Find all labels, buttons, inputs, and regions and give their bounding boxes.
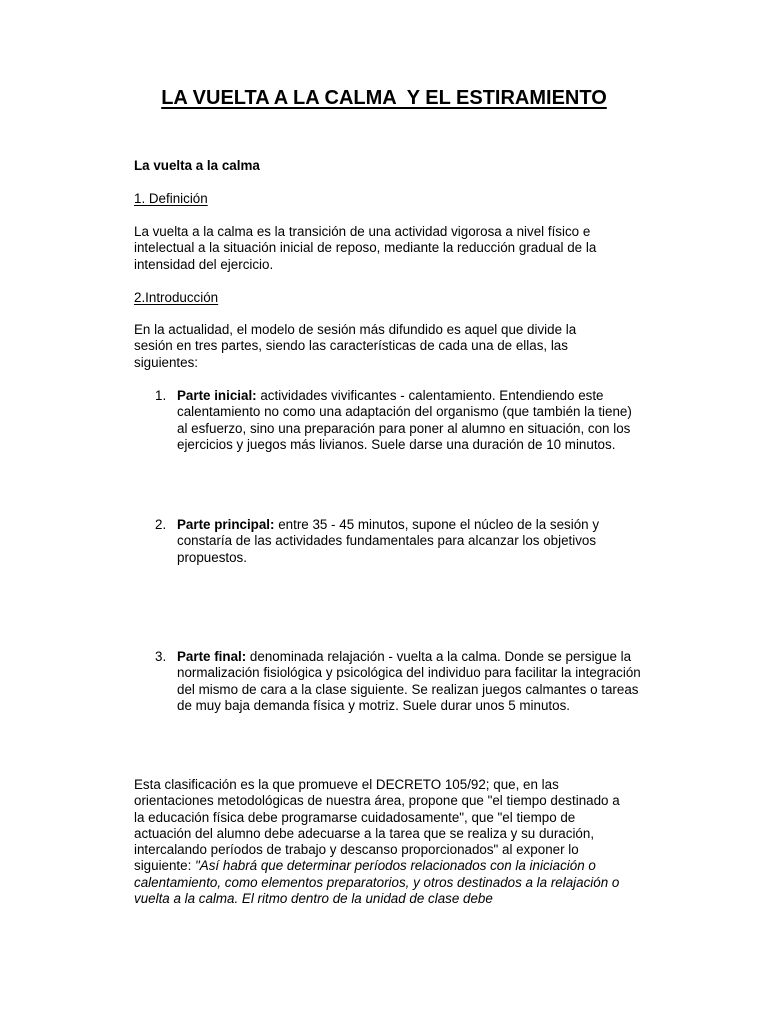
closing-quote: "Así habrá que determinar períodos relacionados con la iniciación o calentamiento, como elementos preparatorios, y otros destinados a la relajación o vuelta a la calma. El ritmo dentro de la unidad de clase debe bbox=[134, 858, 620, 907]
list-item-label: Parte inicial: bbox=[177, 388, 257, 403]
list-item-text: entre 35 - 45 minutos, supone el núcleo de la sesión y constaría de las actividades fundamentales para alcanzar los objetivos propuestos. bbox=[177, 517, 600, 565]
list-item-label: Parte final: bbox=[177, 649, 247, 664]
intro-heading bbox=[134, 290, 644, 306]
list-item-number: 3. bbox=[155, 649, 167, 664]
list-item-text: denominada relajación - vuelta a la calma. Donde se persigue la normalización fisiológica y psicológica del individuo para facilitar la integración del mismo de cara a la clase siguiente. Se realizan juegos calmantes o tareas de muy baja demanda física y motriz. Suele durar unos 5 minutos. bbox=[177, 649, 641, 713]
definition-paragraph: La vuelta a la calma es la transición de una actividad vigorosa a nivel físico e intelectual a la situación inicial de reposo, mediante la reducción gradual de la intensidad del ejercicio. bbox=[134, 224, 597, 272]
list-item-body bbox=[177, 388, 639, 453]
document-title: LA VUELTA A LA CALMA Y EL ESTIRAMIENTO bbox=[161, 87, 607, 109]
intro-heading-text: 2.Introducción bbox=[134, 290, 219, 305]
list-item-text: actividades vivificantes - calentamiento. Entendiendo este calentamiento no como una adaptación del organismo (que también la tiene) al esfuerzo, sino una preparación para poner al alumno en situación, con los ejercicios y juegos más livianos. Suele darse una duración de 10 minutos. bbox=[177, 388, 632, 452]
list-item-number: 1. bbox=[155, 388, 167, 403]
list-item-body bbox=[177, 517, 645, 566]
list-item-label: Parte principal: bbox=[177, 517, 275, 532]
section-heading: La vuelta a la calma bbox=[134, 158, 260, 173]
intro-paragraph: En la actualidad, el modelo de sesión más difundido es aquel que divide la sesión en tres partes, siendo las características de cada una de ellas, las siguientes: bbox=[134, 322, 577, 370]
definition-heading bbox=[134, 191, 644, 207]
closing-paragraph bbox=[134, 777, 632, 907]
list-item-number: 2. bbox=[155, 517, 167, 532]
definition-heading-text: 1. Definición bbox=[134, 191, 208, 206]
list-item-body bbox=[177, 649, 643, 714]
closing-text: Esta clasificación es la que promueve el DECRETO 105/92; que, en las orientaciones metodológicas de nuestra área, propone que "el tiempo destinado a la educación física debe programarse cuidadosamente", que "el tiempo de actuación del alumno debe adecuarse a la tarea que se realiza y su duración, intercalando períodos de trabajo y descanso proporcionados" al exponer lo siguiente: bbox=[134, 777, 620, 874]
